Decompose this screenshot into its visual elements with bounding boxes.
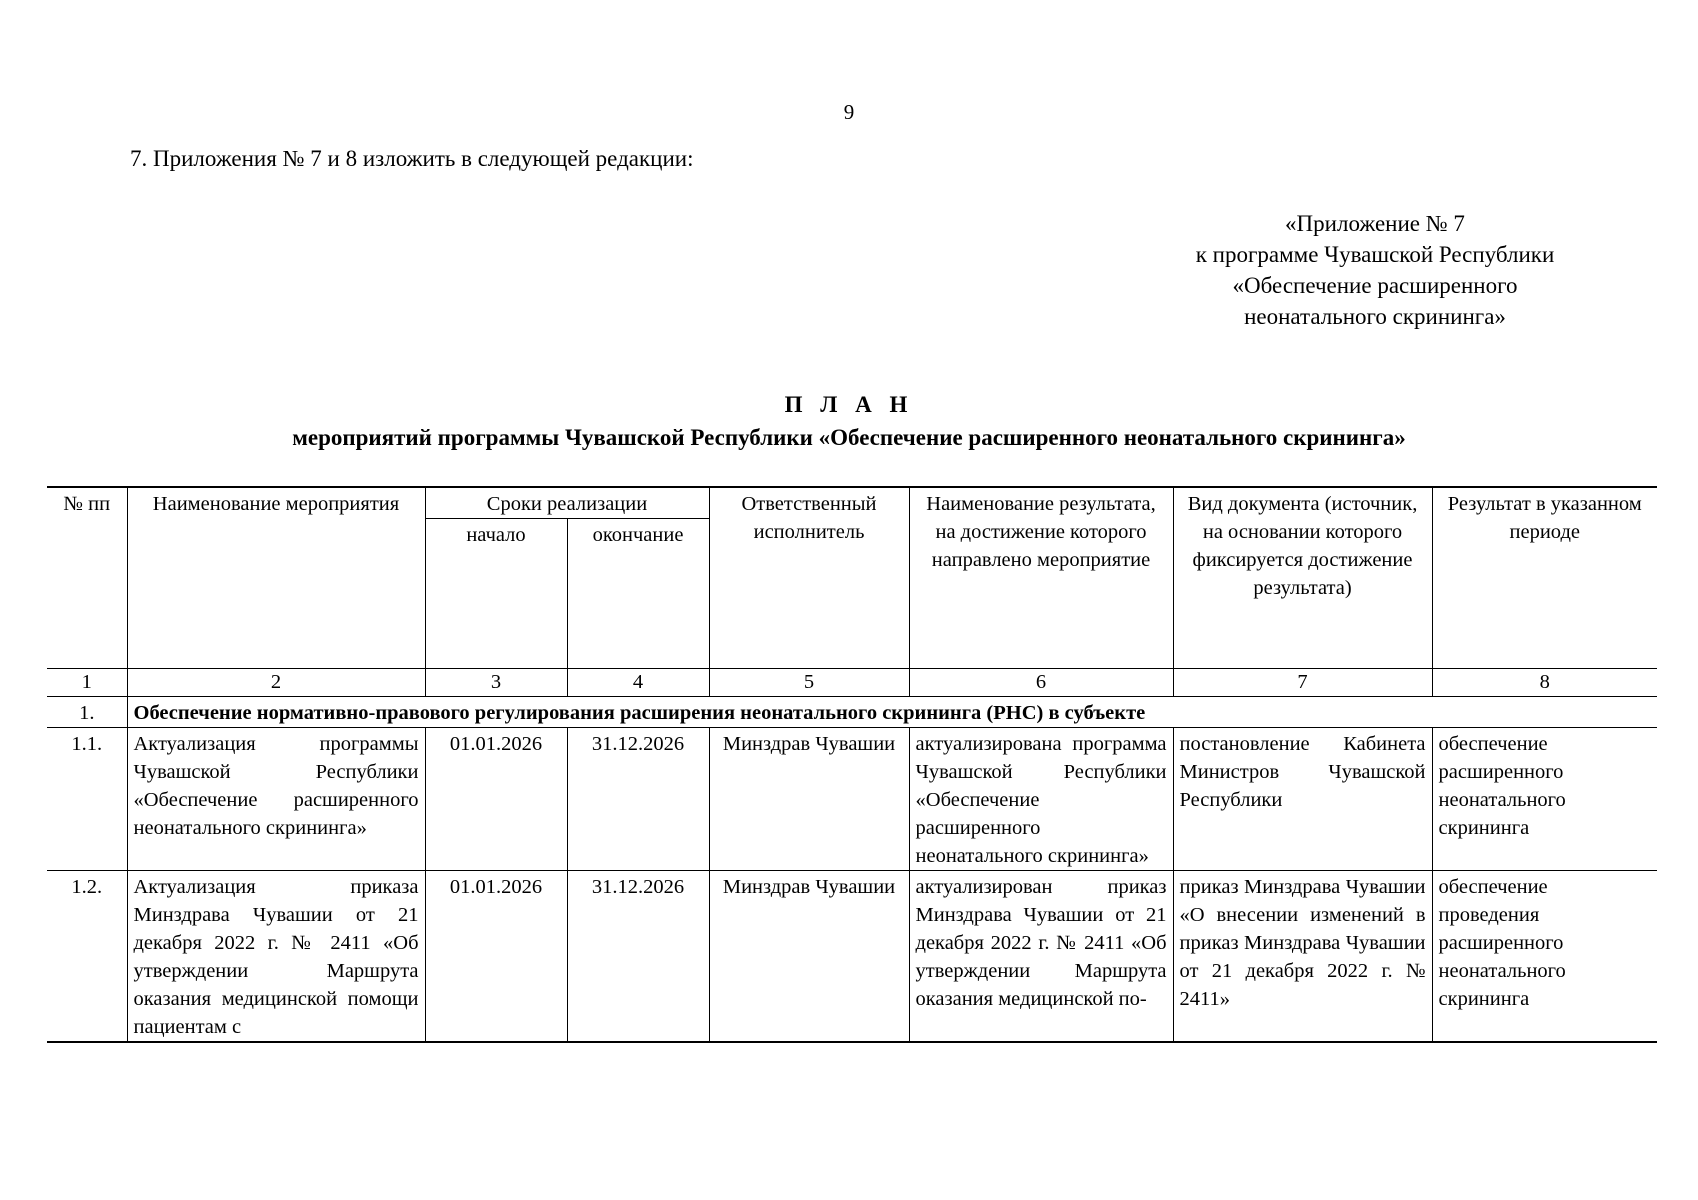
row-result-name: актуализирована программа Чувашской Республики «Обеспечение расширенного неонатального скрининга»: [909, 728, 1173, 871]
header-name: Наименование мероприятия: [127, 487, 425, 669]
row-end-date: 31.12.2026: [567, 871, 709, 1043]
header-result: Результат в указанном периоде: [1432, 487, 1657, 669]
row-result-name: актуализирован приказ Минздрава Чувашии от 21 декабря 2022 г. № 2411 «Об утверждении Маршрута оказания медицинской по-: [909, 871, 1173, 1043]
header-executor: Ответственный исполнитель: [709, 487, 909, 669]
header-terms: Сроки реализации: [425, 487, 709, 519]
annex-heading: [1150, 208, 1600, 332]
column-number: 6: [909, 669, 1173, 697]
column-number: 1: [47, 669, 127, 697]
annex-line: неонатального скрининга»: [1244, 304, 1506, 329]
column-number: 2: [127, 669, 425, 697]
row-end-date: 31.12.2026: [567, 728, 709, 871]
row-executor: Минздрав Чувашии: [709, 728, 909, 871]
column-number: 4: [567, 669, 709, 697]
header-end: окончание: [567, 519, 709, 669]
header-doc-type: Вид документа (источник, на основании которого фиксируется достижение результата): [1173, 487, 1432, 669]
annex-line: «Обеспечение расширенного: [1232, 273, 1518, 298]
table-row: [47, 871, 1657, 1043]
plan-table: [47, 486, 1657, 1043]
plan-subtitle: мероприятий программы Чувашской Республики «Обеспечение расширенного неонатального скрининга»: [292, 425, 1406, 450]
annex-line: «Приложение № 7: [1285, 211, 1465, 236]
column-number: 8: [1432, 669, 1657, 697]
header-num: № пп: [47, 487, 127, 669]
row-doc-type: постановление Кабинета Министров Чувашской Республики: [1173, 728, 1432, 871]
table-row: [47, 728, 1657, 871]
page-number: 9: [843, 100, 855, 124]
row-measure-name: Актуализация приказа Минздрава Чувашии от 21 декабря 2022 г. № 2411 «Об утверждении Маршрута оказания медицинской помощи пациентам с: [127, 871, 425, 1043]
intro-paragraph: 7. Приложения № 7 и 8 изложить в следующей редакции:: [130, 146, 694, 171]
header-start: начало: [425, 519, 567, 669]
section-number: 1.: [47, 697, 127, 728]
plan-title: П Л А Н: [784, 392, 914, 417]
row-result: обеспечение расширенного неонатального скрининга: [1432, 728, 1657, 871]
row-executor: Минздрав Чувашии: [709, 871, 909, 1043]
row-number: 1.2.: [47, 871, 127, 1043]
row-doc-type: приказ Минздрава Чувашии «О внесении изменений в приказ Минздрава Чувашии от 21 декабря 2022 г. № 2411»: [1173, 871, 1432, 1043]
header-result-name: Наименование результата, на достижение которого направлено мероприятие: [909, 487, 1173, 669]
row-start-date: 01.01.2026: [425, 728, 567, 871]
column-number: 7: [1173, 669, 1432, 697]
row-result: обеспечение проведения расширенного неонатального скрининга: [1432, 871, 1657, 1043]
annex-line: к программе Чувашской Республики: [1195, 242, 1555, 267]
column-number: 3: [425, 669, 567, 697]
row-start-date: 01.01.2026: [425, 871, 567, 1043]
section-title: Обеспечение нормативно-правового регулирования расширения неонатального скрининга (РНС) в субъекте: [127, 697, 1657, 728]
column-number: 5: [709, 669, 909, 697]
row-number: 1.1.: [47, 728, 127, 871]
row-measure-name: Актуализация программы Чувашской Республики «Обеспечение расширенного неонатального скрининга»: [127, 728, 425, 871]
